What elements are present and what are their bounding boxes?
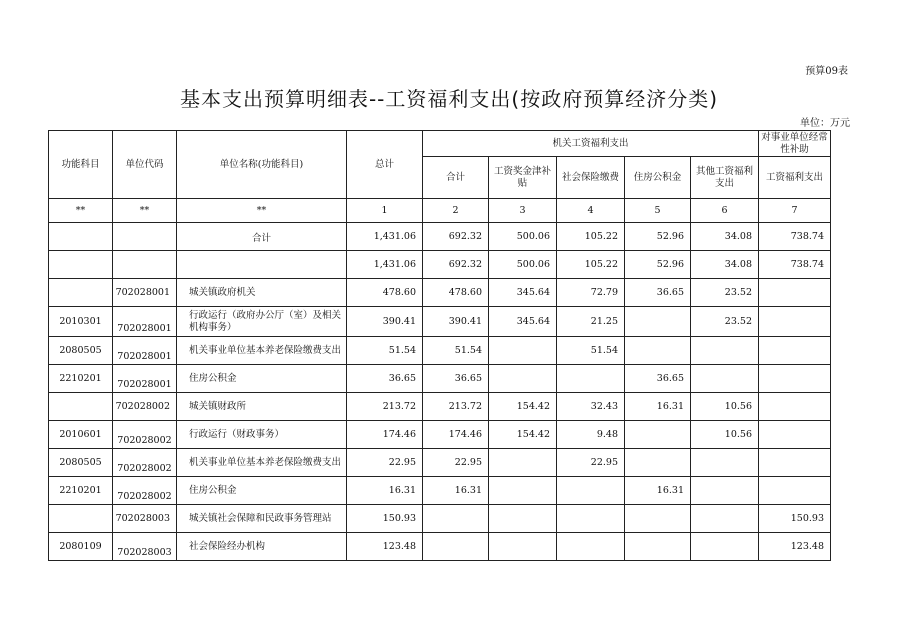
header-func-subject: 功能科目 [49, 131, 113, 199]
wage-cell [489, 365, 557, 393]
wage-cell [489, 477, 557, 505]
subtotal-cell: 390.41 [423, 307, 489, 337]
table-row [49, 365, 831, 393]
inst-wage-cell [759, 307, 831, 337]
table-row [49, 477, 831, 505]
unit-code-cell: 702028001 [113, 307, 177, 337]
social-cell: 9.48 [557, 421, 625, 449]
func-subject-cell [49, 279, 113, 307]
housing-cell [625, 337, 691, 365]
wage-cell: 500.06 [489, 223, 557, 251]
index-cell: 3 [489, 199, 557, 223]
page-title: 基本支出预算明细表--工资福利支出(按政府预算经济分类) [179, 87, 719, 111]
unit-code-cell: 702028001 [113, 337, 177, 365]
func-subject-cell [49, 251, 113, 279]
other-cell [691, 477, 759, 505]
budget-table [48, 130, 831, 561]
housing-cell: 36.65 [625, 279, 691, 307]
unit-name-cell: 社会保险经办机构 [177, 533, 347, 561]
header-unit-name: 单位名称(功能科目) [177, 131, 347, 199]
housing-cell: 36.65 [625, 365, 691, 393]
func-subject-cell: 2210201 [49, 477, 113, 505]
func-subject-cell: 2210201 [49, 365, 113, 393]
total-cell: 478.60 [347, 279, 423, 307]
func-subject-cell: 2080505 [49, 449, 113, 477]
total-cell: 390.41 [347, 307, 423, 337]
unit-code-cell [113, 251, 177, 279]
header-agency-group: 机关工资福利支出 [423, 131, 759, 157]
unit-name-cell: 住房公积金 [177, 477, 347, 505]
other-cell: 10.56 [691, 421, 759, 449]
social-cell: 32.43 [557, 393, 625, 421]
housing-cell [625, 307, 691, 337]
header-wage: 工资奖金津补贴 [489, 157, 557, 199]
total-cell: 213.72 [347, 393, 423, 421]
unit-code-cell [113, 223, 177, 251]
wage-cell: 154.42 [489, 421, 557, 449]
inst-wage-cell [759, 337, 831, 365]
unit-code-cell: 702028003 [113, 533, 177, 561]
unit-code-cell: 702028002 [113, 477, 177, 505]
table-row [49, 533, 831, 561]
wage-cell [489, 337, 557, 365]
unit-code-cell: 702028002 [113, 449, 177, 477]
unit-code-cell: 702028001 [113, 365, 177, 393]
other-cell [691, 533, 759, 561]
social-cell: 51.54 [557, 337, 625, 365]
housing-cell: 16.31 [625, 393, 691, 421]
housing-cell [625, 449, 691, 477]
index-cell: ** [177, 199, 347, 223]
housing-cell: 16.31 [625, 477, 691, 505]
table-row [49, 337, 831, 365]
total-cell: 1,431.06 [347, 251, 423, 279]
unit-name-cell: 城关镇财政所 [177, 393, 347, 421]
index-cell: 5 [625, 199, 691, 223]
other-cell: 34.08 [691, 251, 759, 279]
header-institution-group: 对事业单位经常性补助 [759, 131, 831, 157]
subtotal-cell [423, 505, 489, 533]
subtotal-cell: 213.72 [423, 393, 489, 421]
other-cell [691, 505, 759, 533]
table-row [49, 279, 831, 307]
func-subject-cell [49, 505, 113, 533]
unit-name-cell: 住房公积金 [177, 365, 347, 393]
inst-wage-cell [759, 421, 831, 449]
wage-cell: 345.64 [489, 307, 557, 337]
func-subject-cell: 2080505 [49, 337, 113, 365]
header-subtotal: 合计 [423, 157, 489, 199]
table-row [49, 505, 831, 533]
housing-cell: 52.96 [625, 223, 691, 251]
inst-wage-cell: 123.48 [759, 533, 831, 561]
index-cell: 2 [423, 199, 489, 223]
subtotal-cell: 36.65 [423, 365, 489, 393]
func-subject-cell [49, 223, 113, 251]
other-cell: 10.56 [691, 393, 759, 421]
other-cell [691, 365, 759, 393]
subtotal-cell: 51.54 [423, 337, 489, 365]
index-cell: ** [113, 199, 177, 223]
inst-wage-cell [759, 477, 831, 505]
unit-name-cell: 机关事业单位基本养老保险缴费支出 [177, 337, 347, 365]
social-cell: 105.22 [557, 223, 625, 251]
table-row [49, 393, 831, 421]
inst-wage-cell: 738.74 [759, 223, 831, 251]
social-cell [557, 477, 625, 505]
subtotal-cell: 692.32 [423, 223, 489, 251]
wage-cell [489, 449, 557, 477]
unit-name-cell: 城关镇政府机关 [177, 279, 347, 307]
header-other: 其他工资福利支出 [691, 157, 759, 199]
index-cell: 1 [347, 199, 423, 223]
func-subject-cell: 2080109 [49, 533, 113, 561]
index-cell: 4 [557, 199, 625, 223]
subtotal-cell: 174.46 [423, 421, 489, 449]
social-cell: 72.79 [557, 279, 625, 307]
index-cell: ** [49, 199, 113, 223]
total-cell: 51.54 [347, 337, 423, 365]
unit-code-cell: 702028002 [113, 393, 177, 421]
housing-cell [625, 421, 691, 449]
wage-cell: 500.06 [489, 251, 557, 279]
other-cell [691, 337, 759, 365]
housing-cell [625, 505, 691, 533]
unit-name-cell: 城关镇社会保障和民政事务管理站 [177, 505, 347, 533]
social-cell: 105.22 [557, 251, 625, 279]
inst-wage-cell: 150.93 [759, 505, 831, 533]
total-cell: 174.46 [347, 421, 423, 449]
table-row [49, 223, 831, 251]
table-row [49, 307, 831, 337]
housing-cell [625, 533, 691, 561]
subtotal-cell: 22.95 [423, 449, 489, 477]
inst-wage-cell [759, 449, 831, 477]
header-housing: 住房公积金 [625, 157, 691, 199]
header-social: 社会保险缴费 [557, 157, 625, 199]
index-cell: 6 [691, 199, 759, 223]
social-cell [557, 533, 625, 561]
social-cell: 22.95 [557, 449, 625, 477]
index-row [49, 199, 831, 223]
index-cell: 7 [759, 199, 831, 223]
other-cell: 23.52 [691, 307, 759, 337]
inst-wage-cell [759, 365, 831, 393]
social-cell [557, 365, 625, 393]
total-cell: 36.65 [347, 365, 423, 393]
unit-name-cell: 合计 [177, 223, 347, 251]
housing-cell: 52.96 [625, 251, 691, 279]
func-subject-cell: 2010601 [49, 421, 113, 449]
inst-wage-cell [759, 393, 831, 421]
wage-cell [489, 533, 557, 561]
func-subject-cell: 2010301 [49, 307, 113, 337]
social-cell [557, 505, 625, 533]
inst-wage-cell: 738.74 [759, 251, 831, 279]
unit-code-cell: 702028001 [113, 279, 177, 307]
table-row [49, 421, 831, 449]
table-row [49, 449, 831, 477]
total-cell: 16.31 [347, 477, 423, 505]
unit-code-cell: 702028002 [113, 421, 177, 449]
header-total: 总计 [347, 131, 423, 199]
wage-cell: 345.64 [489, 279, 557, 307]
other-cell [691, 449, 759, 477]
unit-name-cell: 行政运行（财政事务） [177, 421, 347, 449]
wage-cell [489, 505, 557, 533]
wage-cell: 154.42 [489, 393, 557, 421]
subtotal-cell [423, 533, 489, 561]
other-cell: 23.52 [691, 279, 759, 307]
other-cell: 34.08 [691, 223, 759, 251]
social-cell: 21.25 [557, 307, 625, 337]
unit-label: 单位：万元 [800, 118, 850, 129]
header-inst-wage: 工资福利支出 [759, 157, 831, 199]
total-cell: 22.95 [347, 449, 423, 477]
func-subject-cell [49, 393, 113, 421]
subtotal-cell: 16.31 [423, 477, 489, 505]
total-cell: 123.48 [347, 533, 423, 561]
total-cell: 1,431.06 [347, 223, 423, 251]
inst-wage-cell [759, 279, 831, 307]
subtotal-cell: 478.60 [423, 279, 489, 307]
unit-name-cell: 机关事业单位基本养老保险缴费支出 [177, 449, 347, 477]
unit-name-cell [177, 251, 347, 279]
header-unit-code: 单位代码 [113, 131, 177, 199]
total-cell: 150.93 [347, 505, 423, 533]
unit-name-cell: 行政运行（政府办公厅（室）及相关机构事务） [177, 307, 347, 337]
unit-code-cell: 702028003 [113, 505, 177, 533]
subtotal-cell: 692.32 [423, 251, 489, 279]
table-row [49, 251, 831, 279]
form-number: 预算09表 [805, 66, 848, 77]
